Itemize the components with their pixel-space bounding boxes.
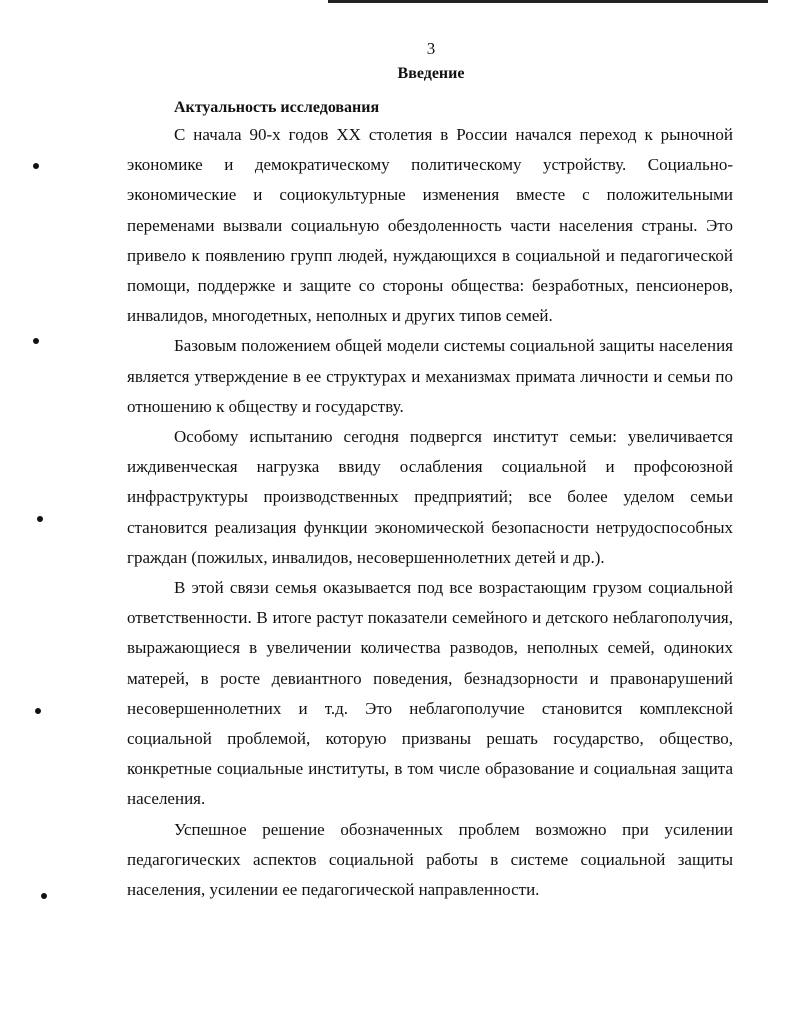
paragraph: В этой связи семья оказывается под все возрастающим грузом социальной ответственности. В итоге растут показатели семейного и детского неблагополучия, выражающиеся в увеличении количества разводов, неполных семей, одиноких матерей, в росте девиантного поведения, безнадзорности и правонарушений несовершеннолетних и т.д. Это неблагополучие становится комплексной социальной проблемой, которую призваны решать государство, общество, конкретные социальные институты, в том числе образование и социальная защита населения. — [127, 578, 733, 809]
section-heading: Введение — [397, 65, 465, 82]
scan-top-rule — [328, 0, 768, 3]
binding-hole-mark — [33, 163, 39, 169]
paragraph: Успешное решение обозначенных проблем возможно при усилении педагогических аспектов социальной работы в системе социальной защиты населения, усилении ее педагогической направленности. — [127, 819, 733, 900]
paragraph: С начала 90-х годов XX столетия в России начался переход к рыночной экономике и демократическому политическому устройству. Социально-экономические и социокультурные изменения вместе с положительными переменами вызвали социальную обездоленность части населения страны. Это привело к появлению групп людей, нуждающихся в социальной и педагогической помощи, поддержке и защите со стороны общества: безработных, пенсионеров, инвалидов, многодетных, неполных и других типов семей. — [127, 125, 733, 326]
page-number: 3 — [426, 39, 436, 58]
paragraph: Особому испытанию сегодня подвергся институт семьи: увеличивается иждивенческая нагрузка ввиду ослабления социальной и профсоюзной инфраструктуры производственных предприятий; все более уделом семьи становится реализация функции экономической безопасности нетрудоспособных граждан (пожилых, инвалидов, несовершеннолетних детей и др.). — [127, 427, 733, 567]
subsection-heading: Актуальность исследования — [174, 99, 380, 116]
paragraph: Базовым положением общей модели системы социальной защиты населения является утверждение в ее структурах и механизмах примата личности и семьи по отношению к обществу и государству. — [127, 336, 733, 416]
document-page — [127, 36, 733, 905]
binding-hole-mark — [41, 893, 47, 899]
binding-hole-mark — [37, 516, 43, 522]
binding-hole-mark — [35, 708, 41, 714]
binding-hole-mark — [33, 338, 39, 344]
